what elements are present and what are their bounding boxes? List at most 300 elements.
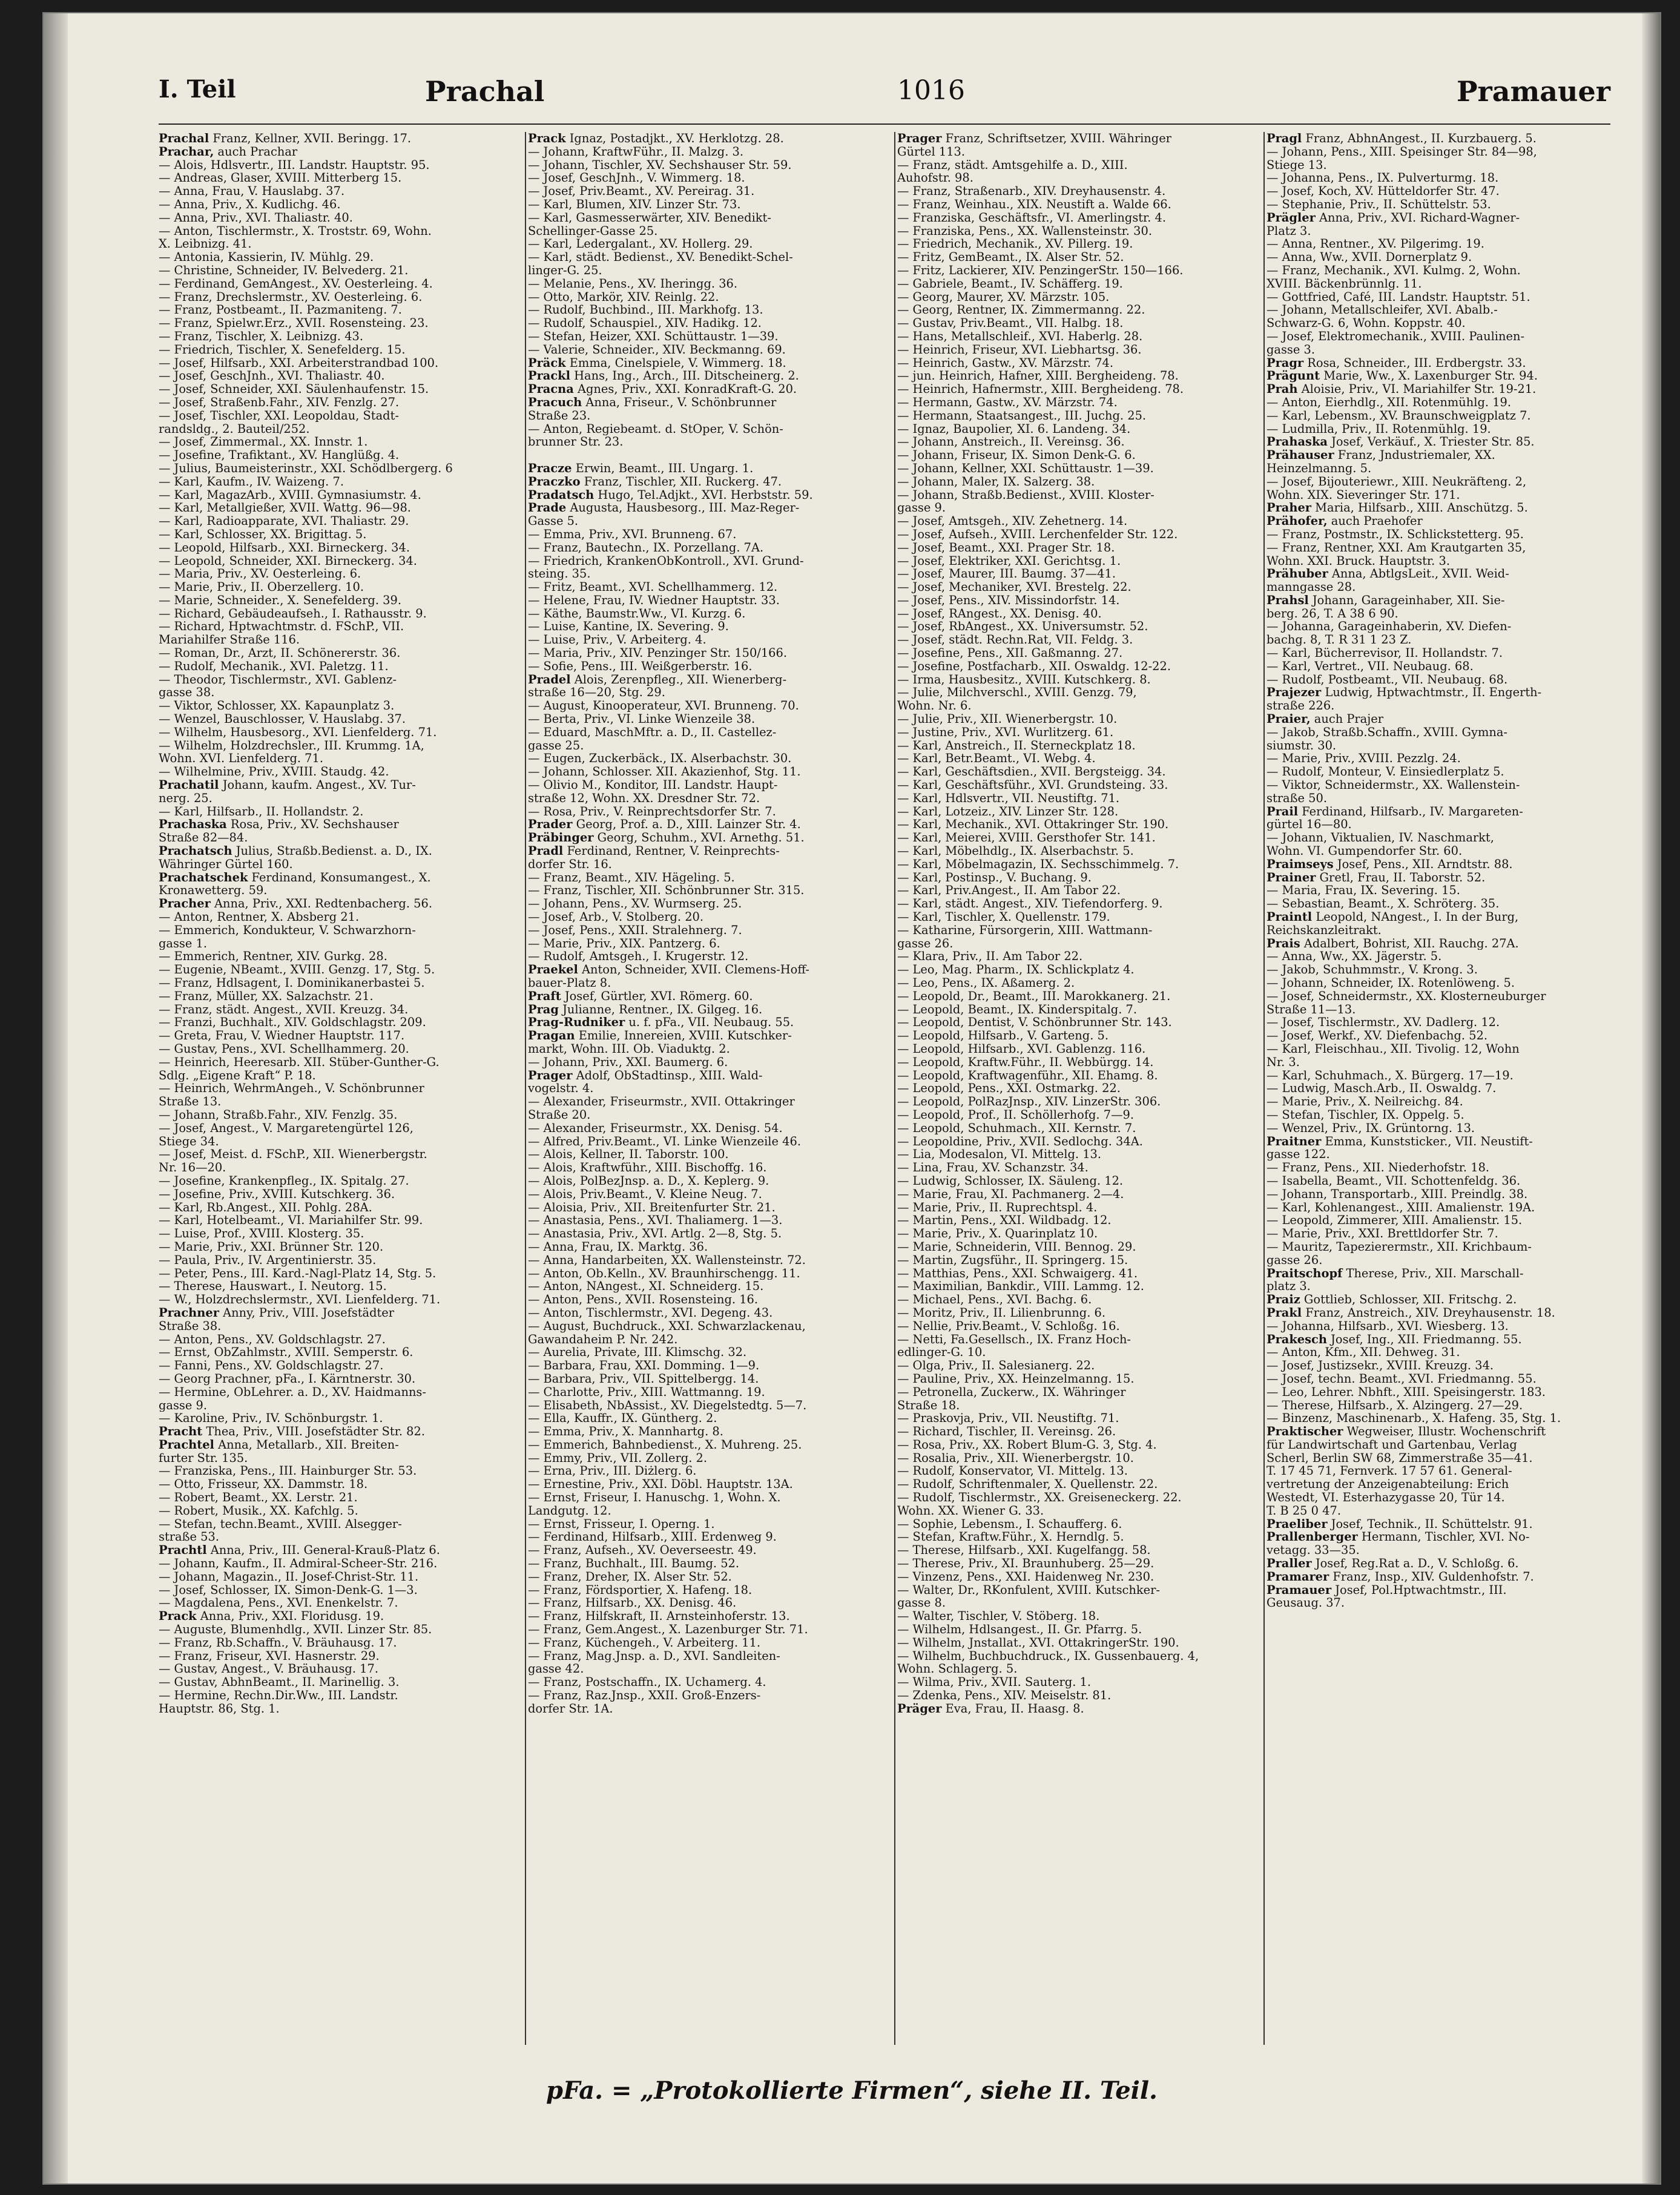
directory-entry: markt, Wohn. III. Ob. Viaduktg. 2. — [528, 1042, 730, 1056]
directory-entry: Wohn. XX. Wiener G. 33. — [897, 1504, 1044, 1518]
directory-entry: — Franziska, Pens., XX. Wallensteinstr. 30. — [897, 224, 1152, 238]
directory-entry: Stiege 34. — [159, 1134, 219, 1148]
footer-note: pFa. = „Protokollierte Firmen“, siehe II. Teil. — [546, 2076, 1158, 2105]
directory-entry: — Josefine, Priv., XVIII. Kutschkerg. 36. — [159, 1187, 395, 1201]
directory-entry: — Leopold, Dentist, V. Schönbrunner Str. 143. — [897, 1016, 1172, 1030]
directory-entry: — Rosalia, Priv., XII. Wienerbergstr. 10. — [897, 1451, 1134, 1465]
directory-entry: — Josef, RAngest., XX. Denisg. 40. — [897, 607, 1102, 620]
column-4 — [1267, 132, 1624, 2057]
directory-entry: Straße 82—84. — [159, 831, 248, 845]
directory-entry: — Karl, Hotelbeamt., VI. Mariahilfer Str. 99. — [159, 1214, 423, 1228]
directory-entry: linger-G. 25. — [528, 263, 602, 277]
directory-entry: — Anna, Priv., X. Kudlichg. 46. — [159, 197, 341, 211]
directory-entry: Prachal Franz, Kellner, XVII. Beringg. 17. — [159, 132, 412, 145]
directory-entry: — Johann, Straßb.Fahr., XIV. Fenzlg. 35. — [159, 1108, 398, 1122]
directory-entry: Prager Adolf, ObStadtinsp., XIII. Wald- — [528, 1068, 763, 1082]
directory-entry: — Karl, Vertret., VII. Neubaug. 68. — [1267, 659, 1474, 673]
directory-entry: — Karl, Radioapparate, XVI. Thaliastr. 29. — [159, 515, 409, 528]
directory-entry: — Moritz, Priv., II. Lilienbrunng. 6. — [897, 1306, 1106, 1320]
directory-entry: gasse 26. — [1267, 1253, 1323, 1267]
directory-entry: Pradel Alois, Zerenpfleg., XII. Wienerberg- — [528, 673, 787, 686]
directory-entry: — Josef, Meist. d. FSchP., XII. Wienerbergstr. — [159, 1148, 427, 1162]
directory-entry: Praeliber Josef, Technik., II. Schüttelstr. 91. — [1267, 1517, 1533, 1531]
directory-entry: — Josef, Schneidermstr., XX. Klosterneuburger — [1267, 989, 1546, 1003]
directory-entry: manngasse 28. — [1267, 581, 1356, 594]
directory-entry: — Ludwig, Schlosser, IX. Säuleng. 12. — [897, 1174, 1124, 1188]
directory-entry: — Josef, GeschJnh., XVI. Thaliastr. 40. — [159, 369, 385, 383]
directory-entry: — Anastasia, Priv., XVI. Artlg. 2—8, Stg. 5. — [528, 1227, 782, 1240]
directory-entry: straße 226. — [1267, 699, 1335, 713]
directory-entry: — Therese, Hilfsarb., XXI. Kugelfangg. 58. — [897, 1544, 1151, 1558]
directory-entry: — Wilhelm, Buchbuchdruck., IX. Gussenbauerg. 4, — [897, 1649, 1199, 1663]
directory-entry: — Johann, Metallschleifer, XVI. Abalb.- — [1267, 303, 1498, 317]
directory-entry: — Anna, Ww., XVII. Dornerplatz 9. — [1267, 251, 1472, 264]
directory-entry: — Fanni, Pens., XV. Goldschlagstr. 27. — [159, 1359, 384, 1372]
directory-entry: — Theodor, Tischlermstr., XVI. Gablenz- — [159, 673, 397, 686]
directory-entry: — Wilhelm, Hausbesorg., XVI. Lienfelderg. 71. — [159, 725, 437, 739]
directory-entry: Wohn. Nr. 6. — [897, 699, 972, 713]
directory-entry: — Franz, Fördsportier, X. Hafeng. 18. — [528, 1583, 753, 1597]
directory-entry: Präbinger Georg, Schuhm., XVI. Arnethg. 51. — [528, 831, 805, 845]
directory-entry: Prahaska Josef, Verkäuf., X. Triester Str. 85. — [1267, 435, 1535, 449]
directory-entry: Prachner Anny, Priv., VIII. Josefstädter — [159, 1306, 395, 1320]
directory-entry: — Leopold, Beamt., IX. Kinderspitalg. 7. — [897, 1002, 1138, 1016]
directory-entry: — Praskovja, Priv., VII. Neustiftg. 71. — [897, 1412, 1119, 1426]
directory-entry: — Franz, Mag.Jnsp. a. D., XVI. Sandleiten- — [528, 1649, 780, 1663]
directory-entry: — Karl, Lotzeiz., XIV. Linzer Str. 128. — [897, 805, 1119, 818]
directory-entry: — Julie, Priv., XII. Wienerbergstr. 10. — [897, 712, 1118, 726]
directory-entry: — Josef, städt. Rechn.Rat, VII. Feldg. 3. — [897, 633, 1133, 647]
directory-entry: — Wenzel, Priv., IX. Grüntorng. 13. — [1267, 1121, 1475, 1135]
directory-entry: — Josef, Schlosser, IX. Simon-Denk-G. 1—3. — [159, 1583, 418, 1597]
directory-entry: — Ernst, Friseur, I. Hanuschg. 1, Wohn. X. — [528, 1491, 781, 1504]
directory-entry: Pragl Franz, AbhnAngest., II. Kurzbauerg. 5. — [1267, 132, 1537, 145]
directory-entry: — Ernestine, Priv., XXI. Döbl. Hauptstr. 13A. — [528, 1478, 793, 1492]
directory-entry: — Richard, Gebäudeaufseh., I. Rathausstr. 9. — [159, 607, 427, 620]
directory-entry: — Johann, Schneider, IX. Rotenlöweng. 5. — [1267, 976, 1515, 990]
directory-entry: — Ludwig, Masch.Arb., II. Oswaldg. 7. — [1267, 1082, 1497, 1096]
directory-entry: — Berta, Priv., VI. Linke Wienzeile 38. — [528, 712, 756, 726]
directory-entry: — Josef, Bijouteriewr., XIII. Neukräfteng. 2, — [1267, 475, 1527, 489]
directory-entry: — Leo, Pens., IX. Aßamerg. 2. — [897, 976, 1075, 990]
directory-entry: — Heinrich, WehrmAngeh., V. Schönbrunner — [159, 1082, 424, 1096]
directory-entry: Prag-Rudniker u. f. pFa., VII. Neubaug. 55. — [528, 1016, 794, 1030]
directory-entry: — Käthe, Baumstr.Ww., VI. Kurzg. 6. — [528, 607, 746, 620]
directory-entry: — Rosa, Priv., XX. Robert Blum-G. 3, Stg. 4. — [897, 1438, 1157, 1452]
directory-entry: — Karl, Hdlsvertr., VII. Neustiftg. 71. — [897, 791, 1120, 805]
directory-entry: Hauptstr. 86, Stg. 1. — [159, 1702, 280, 1716]
directory-entry: — Alois, PolBezJnsp. a. D., X. Keplerg. 9. — [528, 1174, 769, 1188]
directory-entry: — Paula, Priv., IV. Argentinierstr. 35. — [159, 1253, 377, 1267]
directory-entry: — Karl, Gasmesserwärter, XIV. Benedikt- — [528, 211, 771, 225]
directory-entry: — Franz, Aufseh., XV. Oeverseestr. 49. — [528, 1544, 757, 1558]
directory-entry: — Franziska, Pens., III. Hainburger Str. 53. — [159, 1464, 417, 1478]
column-divider — [894, 132, 895, 2045]
directory-entry: — Josef, Elektriker, XXI. Gerichtsg. 1. — [897, 554, 1121, 568]
directory-entry: — Karl, Postinsp., V. Buchang. 9. — [897, 870, 1092, 884]
directory-entry: — Franz, Postmstr., IX. Schlickstetterg. 95. — [1267, 527, 1524, 541]
directory-entry: Praller Josef, Reg.Rat a. D., V. Schloßg. 6. — [1267, 1557, 1519, 1570]
directory-entry: randsldg., 2. Bauteil/252. — [159, 422, 310, 436]
directory-entry: Straße 11—13. — [1267, 1002, 1356, 1016]
directory-entry: — Karoline, Priv., IV. Schönburgstr. 1. — [159, 1412, 383, 1426]
directory-entry: — Emma, Priv., XVI. Brunneng. 67. — [528, 527, 737, 541]
directory-entry: — Leopold, Dr., Beamt., III. Marokkanerg. 21. — [897, 989, 1171, 1003]
directory-entry: — Ignaz, Baupolier, XI. 6. Landeng. 34. — [897, 422, 1131, 436]
directory-entry: Prachaska Rosa, Priv., XV. Sechshauser — [159, 818, 399, 832]
directory-entry: — Rudolf, Schriftenmaler, X. Quellenstr. 22. — [897, 1478, 1158, 1492]
directory-entry: — Franz, Buchhalt., III. Baumg. 52. — [528, 1557, 740, 1570]
directory-entry: Landgutg. 12. — [528, 1504, 611, 1518]
directory-entry: Wohn. Schlagerg. 5. — [897, 1662, 1018, 1676]
directory-entry: — Josef, techn. Beamt., XVI. Friedmanng. 55. — [1267, 1372, 1537, 1386]
directory-entry: — Anastasia, Pens., XVI. Thaliamerg. 1—3. — [528, 1214, 783, 1228]
directory-entry: — Karl, städt. Bedienst., XV. Benedikt-Schel- — [528, 251, 793, 264]
directory-entry: — Josef, GeschJnh., V. Wimmerg. 18. — [528, 171, 745, 185]
directory-entry: — Antonia, Kassierin, IV. Mühlg. 29. — [159, 251, 374, 264]
directory-entry: Gürtel 113. — [897, 145, 966, 159]
directory-entry: — Hermann, Gastw., XV. Märzstr. 74. — [897, 395, 1118, 409]
directory-entry: — Leopold, Schneider, XXI. Birneckerg. 34. — [159, 554, 417, 568]
directory-entry: — Franz, Hilfsarb., XX. Denisg. 46. — [528, 1596, 737, 1610]
directory-entry: — Franzi, Buchhalt., XIV. Goldschlagstr. 209. — [159, 1016, 426, 1030]
directory-entry: — Ella, Kauffr., IX. Güntherg. 2. — [528, 1412, 717, 1426]
directory-entry: — Stefan, techn.Beamt., XVIII. Alsegger- — [159, 1517, 402, 1531]
directory-entry: Prack Ignaz, Postadjkt., XV. Herklotzg. 28. — [528, 132, 784, 145]
directory-entry: — Karl, Meierei, XVIII. Gersthofer Str. 141. — [897, 831, 1156, 845]
directory-entry: — Alexander, Friseurmstr., XVII. Ottakringer — [528, 1095, 795, 1108]
directory-entry: Prallenberger Hermann, Tischler, XVI. No- — [1267, 1530, 1530, 1544]
directory-entry: Schellinger-Gasse 25. — [528, 224, 658, 238]
directory-entry: — Karl, Lebensm., XV. Braunschweigplatz 7. — [1267, 409, 1531, 423]
directory-entry: Praczko Franz, Tischler, XII. Ruckerg. 47. — [528, 475, 782, 489]
directory-entry: straße 16—20, Stg. 29. — [528, 686, 665, 700]
header-rule — [159, 123, 1610, 125]
directory-entry: Gawandaheim P. Nr. 242. — [528, 1332, 678, 1346]
directory-entry: — Josefine, Trafiktant., XV. Hanglüßg. 4. — [159, 449, 400, 462]
directory-entry: furter Str. 135. — [159, 1451, 248, 1465]
directory-entry: — Franz, Tischler, X. Leibnizg. 43. — [159, 329, 364, 343]
directory-entry: — Johanna, Garageinhaberin, XV. Diefen- — [1267, 620, 1512, 634]
directory-entry: Pragan Emilie, Innereien, XVIII. Kutschker- — [528, 1029, 792, 1042]
directory-entry: — Alois, Kellner, II. Taborstr. 100. — [528, 1148, 729, 1162]
directory-entry: — Josef, Aufseh., XVIII. Lerchenfelder Str. 122. — [897, 527, 1178, 541]
directory-entry: — Rudolf, Monteur, V. Einsiedlerplatz 5. — [1267, 765, 1504, 779]
directory-entry: — Wilhelm, Jnstallat., XVI. OttakringerStr. 190. — [897, 1636, 1179, 1650]
directory-entry: — Johann, Friseur, IX. Simon Denk-G. 6. — [897, 449, 1136, 462]
directory-entry: — Gustav, Angest., V. Bräuhausg. 17. — [159, 1662, 379, 1676]
directory-entry: Praintl Leopold, NAngest., I. In der Burg, — [1267, 910, 1519, 924]
directory-entry: — Josef, Justizsekr., XVIII. Kreuzg. 34. — [1267, 1359, 1494, 1372]
directory-entry: — Josef, Priv.Beamt., XV. Pereirag. 31. — [528, 185, 755, 198]
directory-entry: — Rudolf, Mechanik., XVI. Paletzg. 11. — [159, 659, 389, 673]
directory-entry: — Franz, Hilfskraft, II. Arnsteinhoferstr. 13. — [528, 1610, 790, 1624]
directory-entry: dorfer Str. 16. — [528, 857, 612, 871]
directory-entry: — Karl, MagazArb., XVIII. Gymnasiumstr. 4. — [159, 488, 421, 502]
directory-entry: — Barbara, Priv., VII. Spittelbergg. 14. — [528, 1372, 759, 1386]
directory-entry: — Zdenka, Pens., XIV. Meiselstr. 81. — [897, 1689, 1112, 1702]
directory-entry: berg. 26, T. A 38 6 90. — [1267, 607, 1398, 620]
directory-entry: Heinzelmanng. 5. — [1267, 461, 1372, 475]
directory-entry: — Josef, Amtsgeh., XIV. Zehetnerg. 14. — [897, 515, 1128, 528]
section-label: I. Teil — [159, 75, 236, 104]
directory-entry: — Anna, Priv., XVI. Thaliastr. 40. — [159, 211, 353, 225]
directory-entry: Westedt, VI. Esterhazygasse 20, Tür 14. — [1267, 1491, 1505, 1504]
directory-entry: — Anna, Rentner., XV. Pilgerimg. 19. — [1267, 237, 1484, 251]
directory-entry: — Aloisia, Priv., XII. Breitenfurter Str. 21. — [528, 1200, 776, 1214]
directory-entry: — Johann, Priv., XXI. Baumerg. 6. — [528, 1055, 728, 1069]
directory-entry: — Johann, Tischler, XV. Sechshauser Str. 59. — [528, 158, 792, 172]
directory-entry: — Peter, Pens., III. Kard.-Nagl-Platz 14, Stg. 5. — [159, 1266, 436, 1280]
directory-entry: — Luise, Priv., V. Arbeiterg. 4. — [528, 633, 707, 647]
directory-entry: — Robert, Musik., XX. Kafchlg. 5. — [159, 1504, 358, 1518]
directory-entry: — Robert, Beamt., XX. Lerstr. 21. — [159, 1491, 358, 1504]
directory-entry: — Karl, Schuhmach., X. Bürgerg. 17—19. — [1267, 1068, 1514, 1082]
directory-entry: Prakl Franz, Anstreich., XIV. Dreyhausenstr. 18. — [1267, 1306, 1555, 1320]
directory-entry: — Josef, Pens., XIV. Missindorfstr. 14. — [897, 593, 1120, 607]
directory-entry: — Karl, Priv.Angest., II. Am Tabor 22. — [897, 884, 1121, 898]
directory-entry: Pramarer Franz, Insp., XIV. Guldenhofstr. 7. — [1267, 1570, 1534, 1584]
directory-entry: — Matthias, Pens., XXI. Schwaigerg. 41. — [897, 1266, 1138, 1280]
directory-entry: — Stephanie, Priv., II. Schüttelstr. 53. — [1267, 197, 1491, 211]
directory-entry: Praktischer Wegweiser, Illustr. Wochenschrift — [1267, 1425, 1546, 1438]
directory-entry: — Lina, Frau, XV. Schanzstr. 34. — [897, 1161, 1089, 1174]
directory-entry: — Johanna, Hilfsarb., XVI. Wiesberg. 13. — [1267, 1319, 1509, 1333]
directory-entry: — Franz, Gem.Angest., X. Lazenburger Str. 71. — [528, 1623, 808, 1636]
directory-entry: — Josef, Schneider, XXI. Säulenhaufenstr. 15. — [159, 383, 429, 396]
directory-entry: Sdlg. „Eigene Kraft“ P. 18. — [159, 1068, 316, 1082]
directory-entry: — Wenzel, Bauschlosser, V. Hauslabg. 37. — [159, 712, 406, 726]
directory-entry: — Hermann, Staatsangest., III. Juchg. 25. — [897, 409, 1147, 423]
directory-entry: — Karl, Tischler, X. Quellenstr. 179. — [897, 910, 1110, 924]
directory-entry: — Aurelia, Private, III. Klimschg. 32. — [528, 1346, 747, 1360]
directory-entry: — Marie, Priv., XXI. Brünner Str. 120. — [159, 1240, 384, 1254]
directory-entry: — Josefine, Pens., XII. Gaßmanng. 27. — [897, 647, 1123, 660]
directory-entry: — Leo, Lehrer. Nbhft., XIII. Speisingerstr. 183. — [1267, 1385, 1546, 1399]
directory-entry: — Franz, Pens., XII. Niederhofstr. 18. — [1267, 1161, 1490, 1174]
directory-entry: — Anton, NAngest., XI. Schneiderg. 15. — [528, 1280, 764, 1294]
directory-entry: — Johann, Straßb.Bedienst., XVIII. Kloster- — [897, 488, 1155, 502]
directory-entry: — Anton, Regiebeamt. d. StOper, V. Schön- — [528, 422, 783, 436]
directory-entry: Straße 20. — [528, 1108, 591, 1122]
directory-entry: für Landwirtschaft und Gartenbau, Verlag — [1267, 1438, 1517, 1452]
directory-entry: — Leopold, Hilfsarb., XXI. Birneckerg. 34. — [159, 541, 410, 555]
directory-entry: Auhofstr. 98. — [897, 171, 973, 185]
directory-entry: — Karl, Hilfsarb., II. Hollandstr. 2. — [159, 805, 364, 818]
directory-entry: — Josef, Koch, XV. Hütteldorfer Str. 47. — [1267, 185, 1500, 198]
directory-entry: — Johann, Transportarb., XIII. Preindlg. 38. — [1267, 1187, 1528, 1201]
directory-entry: Nr. 3. — [1267, 1055, 1300, 1069]
directory-entry: Prähuber Anna, AbtlgsLeit., XVII. Weid- — [1267, 567, 1509, 581]
directory-entry: — Ernst, ObZahlmstr., XVIII. Semperstr. 6. — [159, 1346, 413, 1360]
directory-entry: Prachatschek Ferdinand, Konsumangest., X. — [159, 870, 431, 884]
directory-entry: — Wilhelmine, Priv., XVIII. Staudg. 42. — [159, 765, 389, 779]
directory-entry: vertretung der Anzeigenabteilung: Erich — [1267, 1478, 1509, 1492]
directory-entry: Prachar, auch Prachar — [159, 145, 298, 159]
directory-entry: — Eduard, MaschMftr. a. D., II. Castellez- — [528, 725, 777, 739]
directory-entry: — Alexander, Friseurmstr., XX. Denisg. 54. — [528, 1121, 783, 1135]
directory-entry: Prajezer Ludwig, Hptwachtmstr., II. Engerth- — [1267, 686, 1542, 700]
directory-entry: — Klara, Priv., II. Am Tabor 22. — [897, 950, 1083, 964]
directory-entry: — Leopold, Schuhmach., XII. Kernstr. 7. — [897, 1121, 1136, 1135]
directory-entry: — Therese, Priv., XI. Braunhuberg. 25—29. — [897, 1557, 1155, 1570]
directory-entry: bauer-Platz 8. — [528, 976, 611, 990]
directory-entry: — Franz, Küchengeh., V. Arbeiterg. 11. — [528, 1636, 761, 1650]
directory-entry: — Josefine, Krankenpfleg., IX. Spitalg. 27. — [159, 1174, 409, 1188]
directory-entry: — Luise, Kantine, IX. Severing. 9. — [528, 620, 729, 634]
directory-entry: Prägunt Marie, Ww., X. Laxenburger Str. 94. — [1267, 369, 1538, 383]
directory-entry: gasse 9. — [159, 1398, 208, 1412]
directory-entry: — Ferdinand, GemAngest., XV. Oesterleing. 4. — [159, 277, 433, 291]
directory-entry: — Karl, Metallgießer, XVII. Wattg. 96—98. — [159, 501, 411, 515]
directory-entry: — Leopold, Prof., II. Schöllerhofg. 7—9. — [897, 1108, 1134, 1122]
directory-entry: — Hans, Metallschleif., XVI. Haberlg. 28. — [897, 329, 1143, 343]
directory-entry: — Josef, Beamt., XXI. Prager Str. 18. — [897, 541, 1115, 555]
directory-entry: — Karl, Bücherrevisor, II. Hollandstr. 7. — [1267, 647, 1503, 660]
directory-entry: Prade Augusta, Hausbesorg., III. Maz-Reger- — [528, 501, 800, 515]
directory-entry: — Gottfried, Café, III. Landstr. Hauptstr. 51. — [1267, 290, 1530, 304]
directory-entry: — Ferdinand, Hilfsarb., XIII. Erdenweg 9. — [528, 1530, 777, 1544]
directory-entry: — Karl, Mechanik., XVI. Ottakringer Str. 190. — [897, 818, 1169, 832]
directory-entry: — Viktor, Schneidermstr., XX. Wallenstein- — [1267, 778, 1520, 792]
directory-entry: — Valerie, Schneider., XIV. Beckmanng. 69. — [528, 343, 786, 357]
directory-entry: Prais Adalbert, Bohrist, XII. Rauchg. 27A. — [1267, 936, 1519, 950]
directory-entry: gasse 25. — [528, 739, 584, 752]
directory-entry: Kronawetterg. 59. — [159, 884, 268, 898]
directory-entry — [528, 449, 885, 462]
directory-entry: — Emmerich, Rentner, XIV. Gurkg. 28. — [159, 950, 387, 964]
directory-entry: Pradl Ferdinand, Rentner, V. Reinprechts- — [528, 844, 780, 858]
directory-entry: — Christine, Schneider, IV. Belvederg. 21. — [159, 263, 409, 277]
directory-entry: — Leopold, Pens., XXI. Ostmarkg. 22. — [897, 1082, 1121, 1096]
directory-entry: — Emmerich, Bahnbedienst., X. Muhreng. 25. — [528, 1438, 802, 1452]
directory-entry: Wohn. XVI. Lienfelderg. 71. — [159, 752, 324, 766]
directory-entry: Prachatsch Julius, Straßb.Bedienst. a. D., IX. — [159, 844, 432, 858]
directory-entry: Scherl, Berlin SW 68, Zimmerstraße 35—41. — [1267, 1451, 1533, 1465]
directory-entry: — Roman, Dr., Arzt, II. Schönererstr. 36. — [159, 647, 401, 660]
directory-entry: — Anton, Kfm., XII. Dehweg. 31. — [1267, 1346, 1460, 1360]
directory-entry: Prachatil Johann, kaufm. Angest., XV. Tur- — [159, 778, 416, 792]
directory-entry: — Hermine, ObLehrer. a. D., XV. Haidmanns- — [159, 1385, 426, 1399]
directory-entry: Prakesch Josef, Ing., XII. Friedmanng. 55. — [1267, 1332, 1522, 1346]
directory-entry: — Josef, Werkf., XV. Diefenbachg. 52. — [1267, 1029, 1488, 1042]
directory-entry: — Rudolf, Tischlermstr., XX. Greiseneckerg. 22. — [897, 1491, 1182, 1504]
directory-entry: — Anna, Ww., XX. Jägerstr. 5. — [1267, 950, 1442, 964]
directory-entry: — Eugenie, NBeamt., XVIII. Genzg. 17, Stg. 5. — [159, 963, 435, 976]
directory-entry: — Karl, Kohlenangest., XIII. Amalienstr. 19A. — [1267, 1200, 1535, 1214]
directory-entry: — Anton, Tischlermstr., XVI. Degeng. 43. — [528, 1306, 773, 1320]
directory-entry: — Karl, Möbelmagazin, IX. Sechsschimmelg. 7. — [897, 857, 1179, 871]
directory-entry: Pragr Rosa, Schneider., III. Erdbergstr. 33. — [1267, 356, 1526, 370]
column-2 — [528, 132, 885, 2057]
directory-entry: Prachtel Anna, Metallarb., XII. Breiten- — [159, 1438, 399, 1452]
directory-entry: — Jakob, Schuhmmstr., V. Krong. 3. — [1267, 963, 1478, 976]
directory-entry: brunner Str. 23. — [528, 435, 624, 449]
directory-entry: — Johann, Maler, IX. Salzerg. 38. — [897, 475, 1095, 489]
directory-entry: — Karl, Kaufm., IV. Waizeng. 7. — [159, 475, 344, 489]
directory-entry: Prähauser Franz, Jndustriemaler, XX. — [1267, 449, 1495, 462]
directory-entry: — Heinrich, Heeresarb. XII. Stüber-Gunther-G. — [159, 1055, 440, 1069]
directory-entry: — Leopold, Hilfsarb., XVI. Gablenzg. 116. — [897, 1042, 1146, 1056]
directory-entry: — Franz, Rentner, XXI. Am Krautgarten 35, — [1267, 541, 1526, 555]
directory-entry: — Emma, Priv., X. Mannhartg. 8. — [528, 1425, 723, 1438]
directory-entry: — Franz, Raz.Jnsp., XXII. Groß-Enzers- — [528, 1689, 761, 1702]
directory-entry: — Josef, Elektromechanik., XVIII. Paulinen- — [1267, 329, 1525, 343]
directory-entry: — Franz, Hdlsagent, I. Dominikanerbastei 5. — [159, 976, 425, 990]
directory-entry: — Fritz, Lackierer, XIV. PenzingerStr. 150—166. — [897, 263, 1184, 277]
directory-entry: Nr. 16—20. — [159, 1161, 226, 1174]
directory-entry: — Therese, Hilfsarb., X. Alzingerg. 27—29. — [1267, 1398, 1523, 1412]
directory-entry: Prail Ferdinand, Hilfsarb., IV. Margareten- — [1267, 805, 1523, 818]
directory-entry: — Olivio M., Konditor, III. Landstr. Haupt- — [528, 778, 778, 792]
directory-entry: — Walter, Dr., RKonfulent, XVIII. Kutschker- — [897, 1583, 1160, 1597]
directory-entry: — Alfred, Priv.Beamt., VI. Linke Wienzeile 46. — [528, 1134, 801, 1148]
directory-entry: — Anna, Frau, IX. Marktg. 36. — [528, 1240, 708, 1254]
directory-entry: — Karl, Geschäftsdien., XVII. Bergsteigg. 34. — [897, 765, 1166, 779]
directory-entry: gasse 122. — [1267, 1148, 1330, 1162]
directory-entry: — Maria, Frau, IX. Severing. 15. — [1267, 884, 1460, 898]
directory-entry: — Maria, Priv., XIV. Penzinger Str. 150/166. — [528, 647, 788, 660]
directory-entry: Prähofer, auch Praehofer — [1267, 515, 1423, 528]
directory-entry: Prah Aloisie, Priv., VI. Mariahilfer Str. 19-21. — [1267, 383, 1537, 396]
directory-entry: — Franz, Postbeamt., II. Pazmaniteng. 7. — [159, 303, 402, 317]
directory-entry: — Karl, Ledergalant., XV. Hollerg. 29. — [528, 237, 753, 251]
column-1 — [159, 132, 516, 2057]
directory-entry: Prägler Anna, Priv., XVI. Richard-Wagner- — [1267, 211, 1520, 225]
directory-entry: — Franz, Beamt., XIV. Hägeling. 5. — [528, 870, 735, 884]
directory-entry: Prachtl Anna, Priv., III. General-Krauß-Platz 6. — [159, 1544, 440, 1558]
directory-entry: — Leopold, Hilfsarb., V. Garteng. 5. — [897, 1029, 1109, 1042]
directory-entry: — Netti, Fa.Gesellsch., IX. Franz Hoch- — [897, 1332, 1131, 1346]
directory-entry: — W., Holzdrechslermstr., XVI. Lienfelderg. 71. — [159, 1293, 441, 1306]
directory-entry: — Anna, Frau, V. Hauslabg. 37. — [159, 185, 345, 198]
directory-entry: — Marie, Schneiderin, VIII. Bennog. 29. — [897, 1240, 1136, 1254]
directory-entry: — Leo, Mag. Pharm., IX. Schlickplatz 4. — [897, 963, 1135, 976]
directory-entry: — Magdalena, Pens., XVI. Enenkelstr. 7. — [159, 1596, 398, 1610]
directory-entry: Prag Julianne, Rentner., IX. Gilgeg. 16. — [528, 1002, 763, 1016]
directory-entry: — Josef, RbAngest., XX. Universumstr. 52. — [897, 620, 1148, 634]
directory-entry: T. 17 45 71, Fernverk. 17 57 61. General- — [1267, 1464, 1512, 1478]
directory-entry: — Maximilian, Bankdir., VIII. Lammg. 12. — [897, 1280, 1144, 1294]
directory-entry: — Franz, Drechslermstr., XV. Oesterleing. 6. — [159, 290, 423, 304]
directory-entry: — Karl, Schlosser, XX. Brigittag. 5. — [159, 527, 367, 541]
directory-entry: — Lia, Modesalon, VI. Mittelg. 13. — [897, 1148, 1102, 1162]
directory-entry: — Helene, Frau, IV. Wiedner Hauptstr. 33. — [528, 593, 780, 607]
directory-entry: — Rudolf, Postbeamt., VII. Neubaug. 68. — [1267, 673, 1508, 686]
directory-entry: — Josef, Zimmermal., XX. Innstr. 1. — [159, 435, 368, 449]
directory-entry: Prainer Gretl, Frau, II. Taborstr. 52. — [1267, 870, 1486, 884]
directory-entry: Mariahilfer Straße 116. — [159, 633, 300, 647]
directory-entry: — Alois, Kraftwführ., XIII. Bischoffg. 16. — [528, 1161, 767, 1174]
directory-entry: — Fritz, GemBeamt., IX. Alser Str. 52. — [897, 251, 1124, 264]
directory-entry: — Greta, Frau, V. Wiedner Hauptstr. 117. — [159, 1029, 405, 1042]
directory-entry: — Friedrich, KrankenObKontroll., XVI. Grund- — [528, 554, 804, 568]
directory-entry: — Michael, Pens., XVI. Bachg. 6. — [897, 1293, 1092, 1306]
directory-entry: — Josef, Straßenb.Fahr., XIV. Fenzlg. 27. — [159, 395, 400, 409]
directory-entry: gürtel 16—80. — [1267, 818, 1352, 832]
directory-entry: — Karl, Betr.Beamt., VI. Webg. 4. — [897, 752, 1096, 766]
directory-entry: — Charlotte, Priv., XIII. Wattmanng. 19. — [528, 1385, 765, 1399]
directory-entry: Pradatsch Hugo, Tel.Adjkt., XVI. Herbststr. 59. — [528, 488, 813, 502]
directory-entry: — Petronella, Zuckerw., IX. Währinger — [897, 1385, 1126, 1399]
directory-entry: — Marie, Schneider., X. Senefelderg. 39. — [159, 593, 402, 607]
directory-entry: — Martin, Zugsführ., II. Springerg. 15. — [897, 1253, 1128, 1267]
directory-entry: gasse 1. — [159, 936, 208, 950]
directory-entry: — jun. Heinrich, Hafner, XIII. Bergheideng. 78. — [897, 369, 1179, 383]
directory-entry: — Emmy, Priv., VII. Zollerg. 2. — [528, 1451, 708, 1465]
directory-entry: Prager Franz, Schriftsetzer, XVIII. Währinger — [897, 132, 1171, 145]
directory-entry: — Therese, Hauswart., I. Neutorg. 15. — [159, 1280, 387, 1294]
